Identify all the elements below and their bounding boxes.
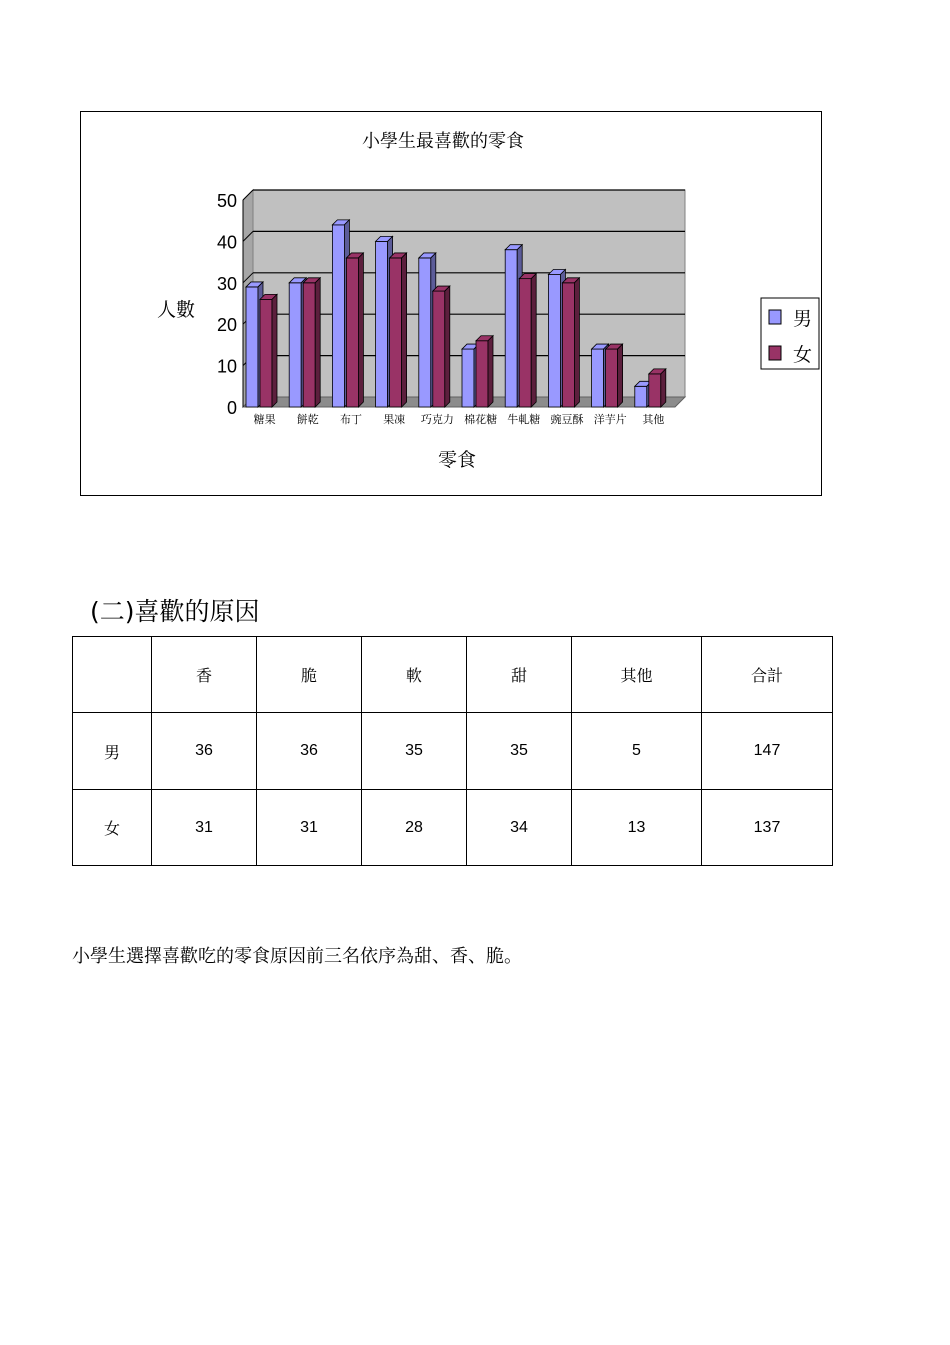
y-axis-label: 人數 [156,299,196,321]
legend-swatch [769,346,781,360]
x-axis-label: 零食 [437,449,477,471]
table-header-row [73,637,833,713]
bar-side [488,336,493,407]
table-cell: 31 [152,790,257,866]
header-cell: 合計 [702,637,833,713]
bar [606,349,618,407]
bar [505,250,517,407]
section-title: (二)喜歡的原因 [90,597,260,626]
bar [289,283,301,407]
legend-label: 女 [793,344,813,366]
y-tick-label: 10 [216,356,237,377]
bar-side [272,294,277,407]
y-tick-label: 30 [216,273,237,294]
bar-side [402,253,407,407]
bar [433,291,445,407]
x-tick-label: 餅乾 [296,413,319,426]
header-cell [73,637,152,713]
bar [376,241,388,407]
table-cell: 147 [702,713,833,790]
x-tick-label: 棉花糖 [464,413,498,426]
bar [476,341,488,407]
table-cell: 5 [572,713,702,790]
bar [462,349,474,407]
row-label: 女 [73,790,152,866]
header-cell: 脆 [257,637,362,713]
bar [260,299,272,407]
y-tick-label: 0 [226,398,237,418]
bar-side [661,369,666,407]
table-cell: 36 [152,713,257,790]
x-tick-label: 巧克力 [420,413,454,426]
bar [562,283,574,407]
table-cell: 13 [572,790,702,866]
bar [419,258,431,407]
x-tick-label: 牛軋糖 [507,413,541,426]
table-cell: 34 [467,790,572,866]
bar [303,283,315,407]
bar-side [358,253,363,407]
chart-container [80,111,822,496]
bar [635,386,647,407]
x-tick-label: 糖果 [253,413,276,426]
legend-label: 男 [793,308,813,330]
bar-side [445,286,450,407]
y-tick-label: 40 [216,232,237,253]
reasons-table [72,636,833,866]
table-row [73,790,833,866]
bar [649,374,661,407]
x-tick-label: 豌豆酥 [550,413,584,426]
bar [548,275,560,407]
header-cell: 香 [152,637,257,713]
bar-side [315,278,320,407]
bar [390,258,402,407]
header-cell: 其他 [572,637,702,713]
x-tick-label: 其他 [642,413,665,426]
x-tick-label: 果凍 [383,413,406,426]
bar [346,258,358,407]
bar [246,287,258,407]
bar-side [574,278,579,407]
table-cell: 35 [467,713,572,790]
bar [332,225,344,407]
table-row [73,713,833,790]
y-tick-label: 20 [216,315,237,336]
conclusion-text: 小學生選擇喜歡吃的零食原因前三名依序為甜、香、脆。 [72,946,522,967]
table-cell: 36 [257,713,362,790]
table-cell: 28 [362,790,467,866]
bar [592,349,604,407]
chart-title: 小學生最喜歡的零食 [362,131,524,152]
table-cell: 137 [702,790,833,866]
header-cell: 甜 [467,637,572,713]
row-label: 男 [73,713,152,790]
table-cell: 31 [257,790,362,866]
bar-side [531,274,536,407]
legend-swatch [769,310,781,324]
bar-side [618,344,623,407]
table-cell: 35 [362,713,467,790]
header-cell: 軟 [362,637,467,713]
bar-chart [81,112,823,497]
y-tick-label: 50 [216,191,237,211]
x-tick-label: 布丁 [340,413,362,426]
x-tick-label: 洋芋片 [593,413,627,426]
bar [519,279,531,407]
